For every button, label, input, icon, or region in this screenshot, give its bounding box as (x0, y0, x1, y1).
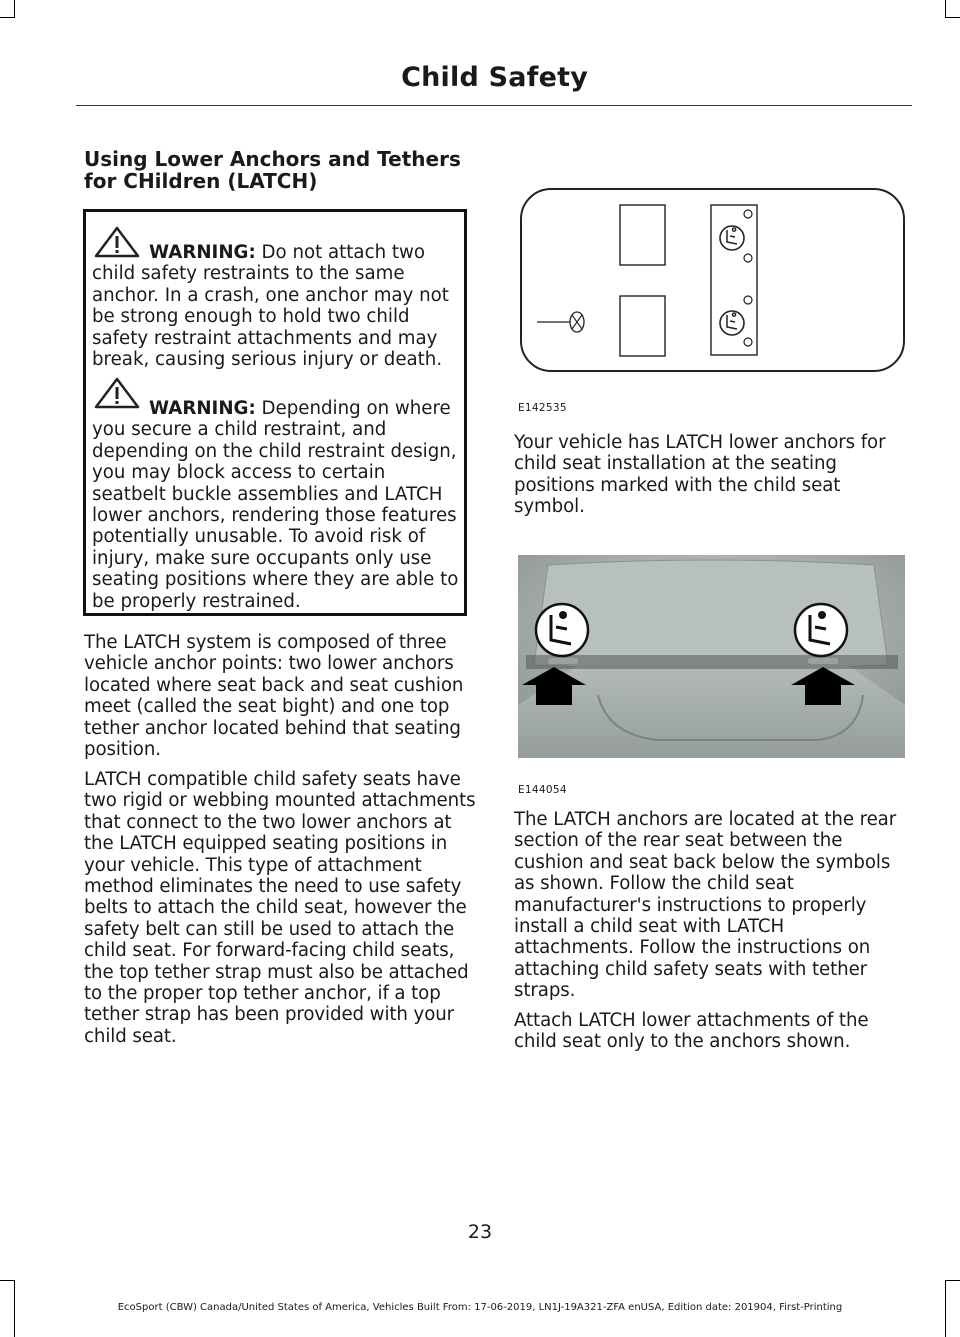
warning-1-label: WARNING: (149, 242, 256, 263)
left-paragraph-1: The LATCH system is composed of three vehicle anchor points: two lower anchors located where seat back and seat cushion meet (called the seat bight) and one top tether anchor located behind that seating position. (84, 632, 464, 761)
warning-2-text: Depending on where you secure a child restraint, and depending on the child restraint design, you may block access to certain seatbelt buckle assemblies and LATCH lower anchors, rendering those features potentially unusable. To avoid risk of injury, make sure occupants only use seating positions where they are able to be properly restrained. (92, 398, 459, 612)
child-seat-icon (720, 311, 744, 335)
right-paragraph-2: The LATCH anchors are located at the rear section of the rear seat between the cushion and seat back below the symbols as shown. Follow the child seat manufacturer's instructions to properly install a child seat with LATCH attachments. Follow the instructions on attaching child safety seats with tether straps. (514, 809, 897, 1002)
right-paragraph-1: Your vehicle has LATCH lower anchors for child seat installation at the seating positions marked with the child seat symbol. (514, 432, 886, 518)
crop-mark-top-left-h (0, 17, 15, 18)
left-paragraph-2: LATCH compatible child safety seats have two rigid or webbing mounted attachments that connect to the two lower anchors at the LATCH equipped seating positions in your vehicle. This type of attachment method eliminates the need to use safety belts to attach the child seat, however the safety belt can still be used to attach the child seat. For forward-facing child seats, the top tether strap must also be attached to the proper top tether anchor, if a top tether strap has been provided with your child seat. (84, 769, 476, 1047)
figure-id-2: E144054 (518, 784, 567, 796)
steering-wheel-icon (570, 312, 584, 332)
warning-2-label: WARNING: (149, 398, 256, 419)
page-number: 23 (467, 1221, 493, 1243)
crop-mark-top-right (945, 0, 946, 18)
warning-1-text: Do not attach two child safety restraints to the same anchor. In a crash, one anchor may not be strong enough to hold two child safety restraint attachments and may break, causing serious injury or death. (92, 242, 449, 371)
seat-anchor-photo (518, 555, 905, 758)
child-seat-icon (720, 226, 744, 250)
warning-1 (92, 242, 464, 370)
crop-mark-top-right-h (945, 17, 960, 18)
crop-mark-bottom-right-h (945, 1280, 960, 1281)
page-title: Child Safety (401, 62, 588, 93)
right-paragraph-3: Attach LATCH lower attachments of the child seat only to the anchors shown. (514, 1010, 869, 1053)
section-heading: Using Lower Anchors and Tethers for CHildren (LATCH) (84, 147, 461, 193)
figure-id-1: E142535 (518, 402, 567, 414)
crop-mark-top-left (14, 0, 15, 18)
seating-diagram (515, 186, 907, 376)
header-divider (76, 105, 912, 106)
warning-2 (92, 398, 464, 612)
child-seat-icon (536, 604, 588, 656)
child-seat-icon (795, 604, 847, 656)
footer-text: EcoSport (CBW) Canada/United States of America, Vehicles Built From: 17-06-2019, LN1J-19A321-ZFA enUSA, Edition date: 201904, First-Printing (117, 1302, 843, 1313)
warning-box (83, 209, 467, 616)
crop-mark-bottom-left-h (0, 1280, 15, 1281)
